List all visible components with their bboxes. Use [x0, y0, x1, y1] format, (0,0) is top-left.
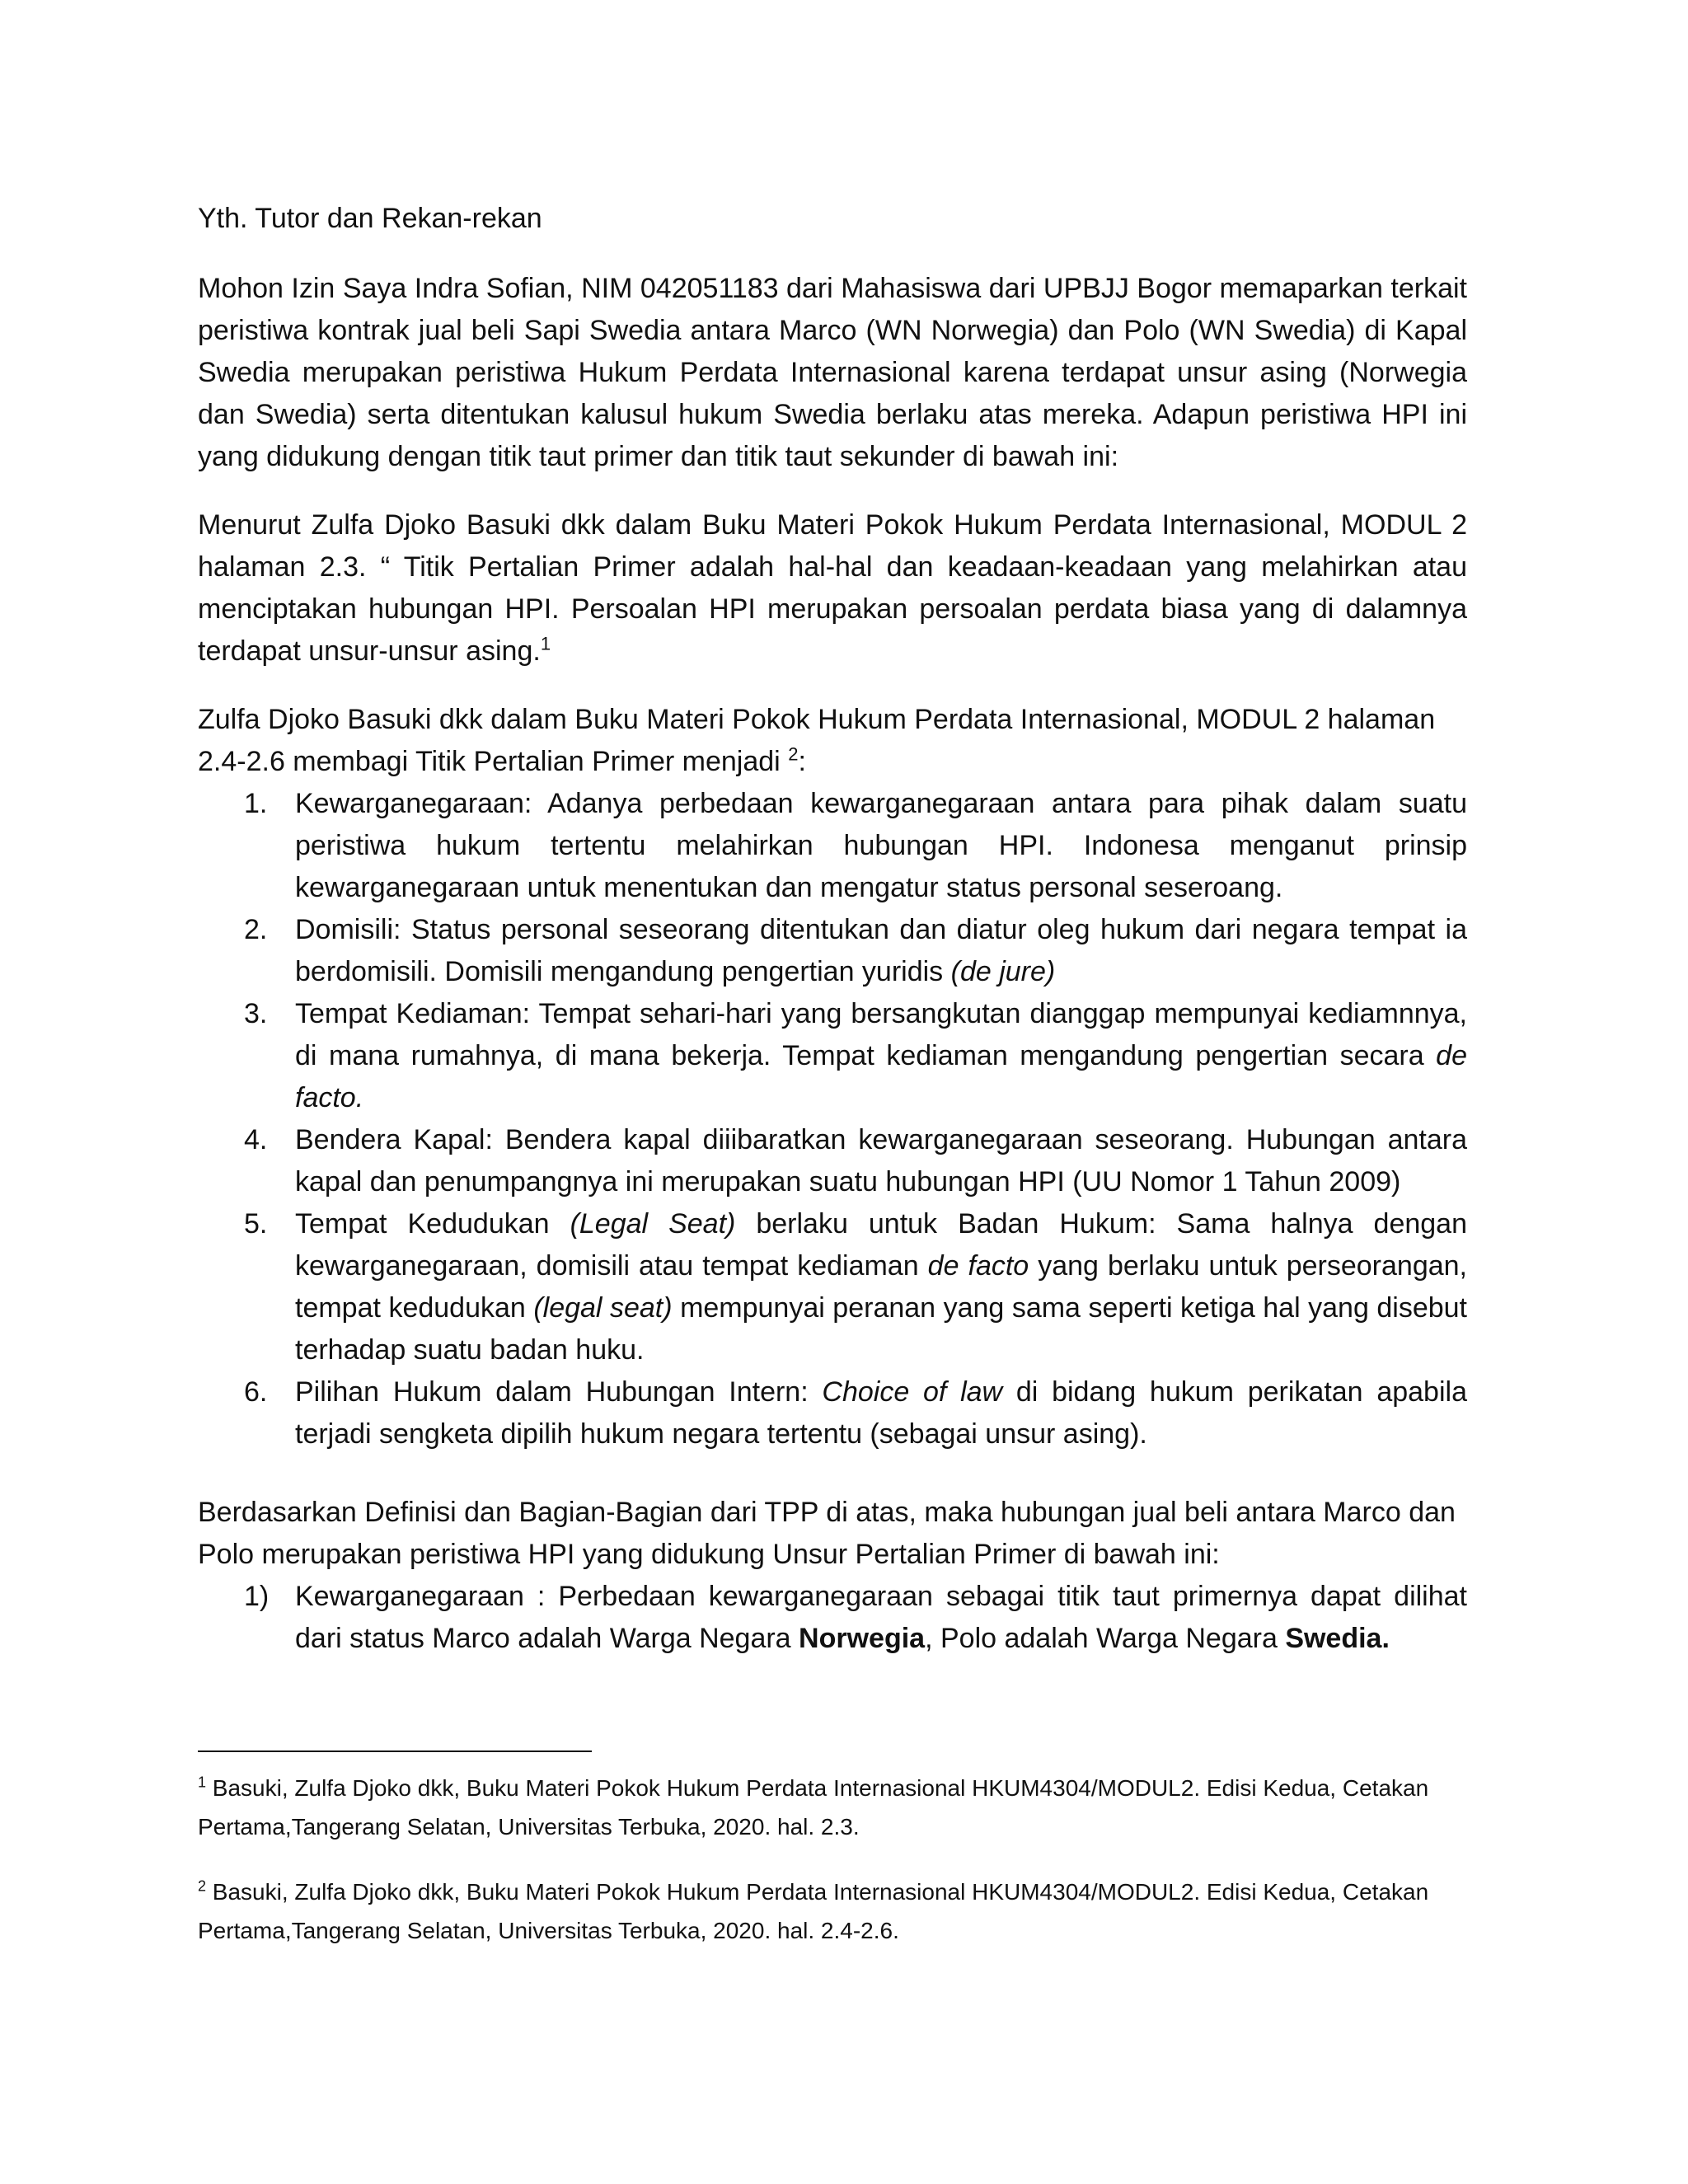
quote-paragraph: [198, 504, 1467, 673]
footnote-ref-2: 2: [788, 743, 799, 765]
footnote-ref-1: 1: [540, 633, 551, 654]
conclusion-paragraph: Berdasarkan Definisi dan Bagian-Bagian dari TPP di atas, maka hubungan jual beli antara Marco dan Polo merupakan peristiwa HPI yang didukung Unsur Pertalian Primer di bawah ini:: [198, 1497, 1456, 1570]
list-item: 6. Pilihan Hukum dalam Hubungan Intern: Choice of law di bidang hukum perikatan apabila terjadi sengketa dipilih hukum negara tertentu (sebagai unsur asing).: [244, 1376, 1467, 1450]
list-item: 3. Tempat Kediaman: Tempat sehari-hari yang bersangkutan dianggap mempunyai kediamnnya, di mana rumahnya, di mana bekerja. Tempat kediaman mengandung pengertian secara de facto.: [244, 998, 1467, 1113]
division-paragraph: [198, 699, 1467, 783]
footnote-2: $^2$ Basuki, Zulfa Djoko dkk, Buku Materi Pokok Hukum Perdata Internasional HKUM4304/MODUL2. Edisi Kedua, Cetakan Pertama,Tangerang Selatan, Universitas Terbuka, 2020. hal. 2.4-2.6.: [198, 1877, 1429, 1943]
list-item: 5. Tempat Kedudukan (Legal Seat) berlaku untuk Badan Hukum: Sama halnya dengan kewarganegaraan, domisili atau tempat kediaman de facto yang berlaku untuk perseorangan, tempat kedudukan (legal seat) mempunyai peranan yang sama seperti ketiga hal yang disebut terhadap suatu badan huku.: [244, 1208, 1468, 1366]
quote-text: Menurut Zulfa Djoko Basuki dkk dalam Buku Materi Pokok Hukum Perdata Internasional, MODUL 2 halaman 2.3. “ Titik Pertalian Primer adalah hal-hal dan keadaan-keadaan yang melahirkan atau menciptakan hubungan HPI. Persoalan HPI merupakan persoalan perdata biasa yang di dalamnya terdapat unsur-unsur asing.: [198, 509, 1467, 667]
list-item: 4. Bendera Kapal: Bendera kapal diiibaratkan kewarganegaraan seseorang. Hubungan antara kapal dan penumpangnya ini merupakan suatu hubungan HPI (UU Nomor 1 Tahun 2009): [244, 1124, 1467, 1197]
division-colon: :: [798, 746, 806, 777]
list-item: 1. Kewarganegaraan: Adanya perbedaan kewarganegaraan antara para pihak dalam suatu peristiwa hukum tertentu melahirkan hubungan HPI. Indonesa menganut prinsip kewarganegaraan untuk menentukan dan mengatur status personal seseroang.: [244, 788, 1467, 903]
primary-points-list: [198, 783, 1467, 1455]
footnote-1: $^1$ Basuki, Zulfa Djoko dkk, Buku Materi Pokok Hukum Perdata Internasional HKUM4304/MODUL2. Edisi Kedua, Cetakan Pertama,Tangerang Selatan, Universitas Terbuka, 2020. hal. 2.3.: [198, 1774, 1429, 1840]
list-item: 1) Kewarganegaraan : Perbedaan kewarganegaraan sebagai titik taut primernya dapat dilihat dari status Marco adalah Warga Negara Norwegia, Polo adalah Warga Negara Swedia.: [244, 1581, 1467, 1654]
intro-paragraph: Mohon Izin Saya Indra Sofian, NIM 042051183 dari Mahasiswa dari UPBJJ Bogor memaparkan terkait peristiwa kontrak jual beli Sapi Swedia antara Marco (WN Norwegia) dan Polo (WN Swedia) di Kapal Swedia merupakan peristiwa Hukum Perdata Internasional karena terdapat unsur asing (Norwegia dan Swedia) serta ditentukan kalusul hukum Swedia berlaku atas mereka. Adapun peristiwa HPI ini yang didukung dengan titik taut primer dan titik taut sekunder di bawah ini:: [198, 273, 1467, 472]
conclusion-points-list: [198, 1576, 1467, 1660]
footnote-separator: [198, 1750, 592, 1752]
division-text: Zulfa Djoko Basuki dkk dalam Buku Materi Pokok Hukum Perdata Internasional, MODUL 2 halaman 2.4-2.6 membagi Titik Pertalian Primer menjadi: [198, 704, 1436, 777]
list-item: 2. Domisili: Status personal seseorang ditentukan dan diatur oleg hukum dari negara tempat ia berdomisili. Domisili mengandung pengertian yuridis (de jure): [244, 914, 1467, 987]
salutation: Yth. Tutor dan Rekan-rekan: [198, 203, 542, 234]
